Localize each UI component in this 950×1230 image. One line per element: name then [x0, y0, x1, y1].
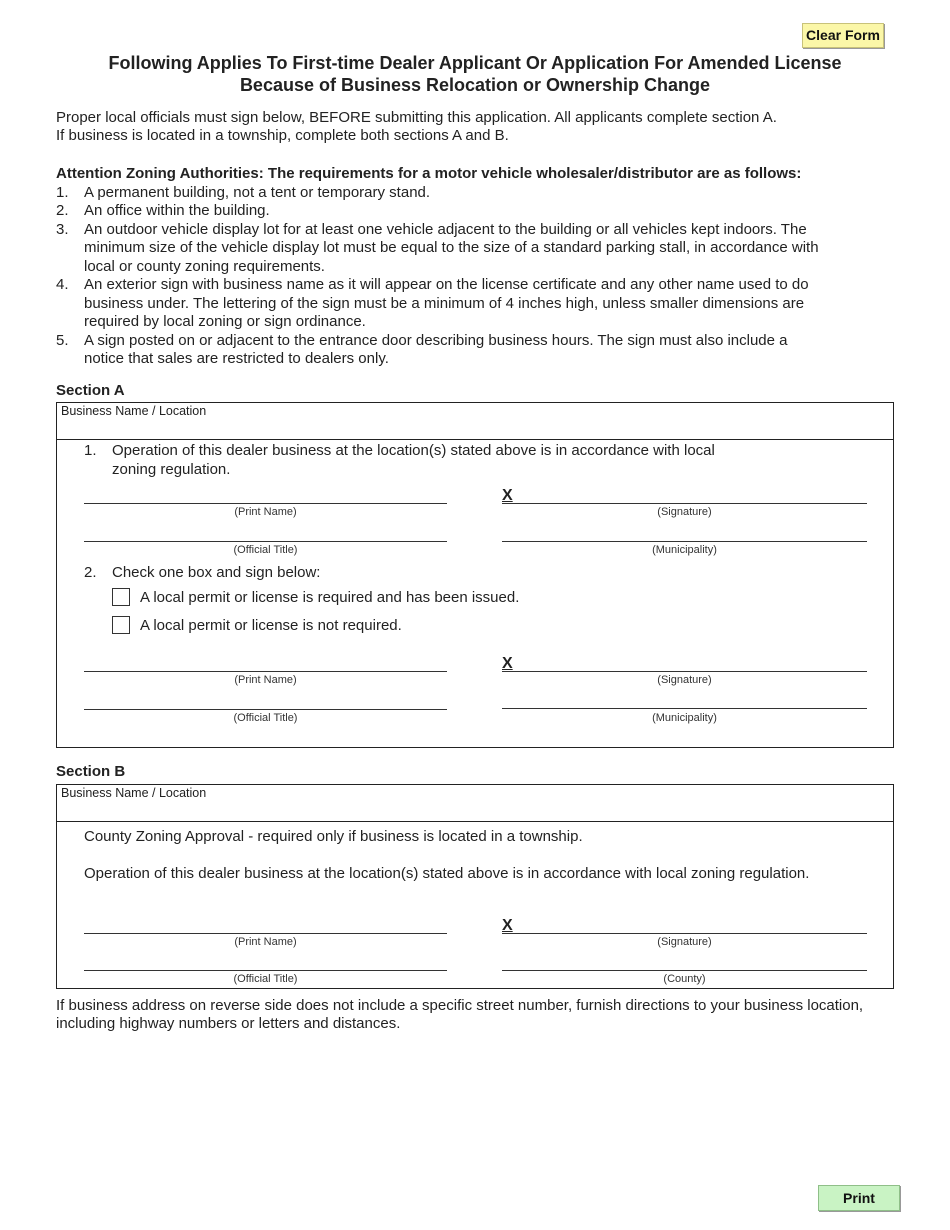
- signature-caption: (Signature): [657, 674, 712, 686]
- requirement-number: 4.: [56, 276, 69, 293]
- county-line[interactable]: [502, 970, 867, 971]
- county-zoning-text: County Zoning Approval - required only if business is located in a township.: [84, 828, 583, 845]
- attention-heading: Attention Zoning Authorities: The requirements for a motor vehicle wholesaler/distributor are as follows:: [56, 165, 802, 182]
- requirement-text: local or county zoning requirements.: [84, 258, 325, 275]
- permit-issued-checkbox[interactable]: [112, 588, 130, 606]
- requirement-number: 3.: [56, 221, 69, 238]
- requirement-text: An outdoor vehicle display lot for at least one vehicle adjacent to the building or all vehicles kept indoors. The: [84, 221, 807, 238]
- municipality-line[interactable]: [502, 541, 867, 542]
- page-title-line-1: Following Applies To First-time Dealer Applicant Or Application For Amended License: [108, 53, 842, 73]
- requirement-text: A sign posted on or adjacent to the entrance door describing business hours. The sign must also include a: [84, 332, 788, 349]
- requirement-number: 2.: [56, 202, 69, 219]
- signature-caption: (Signature): [657, 506, 712, 518]
- requirement-text: An office within the building.: [84, 202, 270, 219]
- clear-form-button[interactable]: Clear Form: [802, 23, 884, 48]
- requirement-text: minimum size of the vehicle display lot must be equal to the size of a standard parking stall, in accordance with: [84, 239, 819, 256]
- section-b-business-label: Business Name / Location: [61, 786, 207, 800]
- section-a-item-1-number: 1.: [84, 442, 97, 459]
- municipality-caption: (Municipality): [652, 544, 717, 556]
- requirement-text: business under. The lettering of the sign must be a minimum of 4 inches high, unless smaller dimensions are: [84, 295, 805, 312]
- municipality-line[interactable]: [502, 708, 867, 709]
- print-name-line[interactable]: [84, 503, 447, 504]
- signature-caption: (Signature): [657, 936, 712, 948]
- print-name-caption: (Print Name): [234, 506, 297, 518]
- official-title-line[interactable]: [84, 709, 447, 710]
- page-title-line-2: Because of Business Relocation or Ownership Change: [239, 75, 711, 95]
- county-caption: (County): [663, 973, 706, 985]
- permit-not-required-label: A local permit or license is not required.: [140, 617, 402, 634]
- section-a-business-input[interactable]: [61, 420, 889, 438]
- requirement-number: 5.: [56, 332, 69, 349]
- section-a-business-divider: [56, 439, 894, 440]
- print-name-line[interactable]: [84, 671, 447, 672]
- official-title-caption: (Official Title): [233, 973, 298, 985]
- section-a-item-2-text: Check one box and sign below:: [112, 564, 321, 581]
- print-name-caption: (Print Name): [234, 674, 297, 686]
- print-name-line[interactable]: [84, 933, 447, 934]
- section-b-business-input[interactable]: [61, 802, 889, 820]
- footer-line-1: If business address on reverse side does not include a specific street number, furnish directions to your business location,: [56, 997, 864, 1014]
- requirement-text: A permanent building, not a tent or temporary stand.: [84, 184, 431, 201]
- requirement-text: An exterior sign with business name as it will appear on the license certificate and any other name used to do: [84, 276, 809, 293]
- signature-line[interactable]: [502, 671, 867, 672]
- municipality-caption: (Municipality): [652, 712, 717, 724]
- official-title-line[interactable]: [84, 541, 447, 542]
- print-name-caption: (Print Name): [234, 936, 297, 948]
- official-title-caption: (Official Title): [233, 712, 298, 724]
- official-title-caption: (Official Title): [233, 544, 298, 556]
- requirement-number: 1.: [56, 184, 69, 201]
- section-a-item-1-text: zoning regulation.: [112, 461, 231, 478]
- section-a-item-1-text: Operation of this dealer business at the location(s) stated above is in accordance with local: [112, 442, 715, 459]
- permit-issued-label: A local permit or license is required and has been issued.: [140, 589, 520, 606]
- intro-line-2: If business is located in a township, complete both sections A and B.: [56, 127, 509, 144]
- section-a-label: Section A: [56, 382, 125, 399]
- permit-not-required-checkbox[interactable]: [112, 616, 130, 634]
- section-a-business-label: Business Name / Location: [61, 404, 207, 418]
- signature-line[interactable]: [502, 933, 867, 934]
- signature-x-mark: X: [502, 655, 513, 672]
- signature-x-mark: X: [502, 917, 513, 934]
- signature-x-mark: X: [502, 487, 513, 504]
- intro-line-1: Proper local officials must sign below, BEFORE submitting this application. All applicants complete section A.: [56, 109, 777, 126]
- signature-line[interactable]: [502, 503, 867, 504]
- section-a-item-2-number: 2.: [84, 564, 97, 581]
- requirement-text: required by local zoning or sign ordinance.: [84, 313, 366, 330]
- section-b-business-divider: [56, 821, 894, 822]
- official-title-line[interactable]: [84, 970, 447, 971]
- section-b-operation-text: Operation of this dealer business at the location(s) stated above is in accordance with local zoning regulation.: [84, 865, 810, 882]
- print-button[interactable]: Print: [818, 1185, 900, 1211]
- section-b-label: Section B: [56, 763, 126, 780]
- footer-line-2: including highway numbers or letters and distances.: [56, 1015, 401, 1032]
- requirement-text: notice that sales are restricted to dealers only.: [84, 350, 389, 367]
